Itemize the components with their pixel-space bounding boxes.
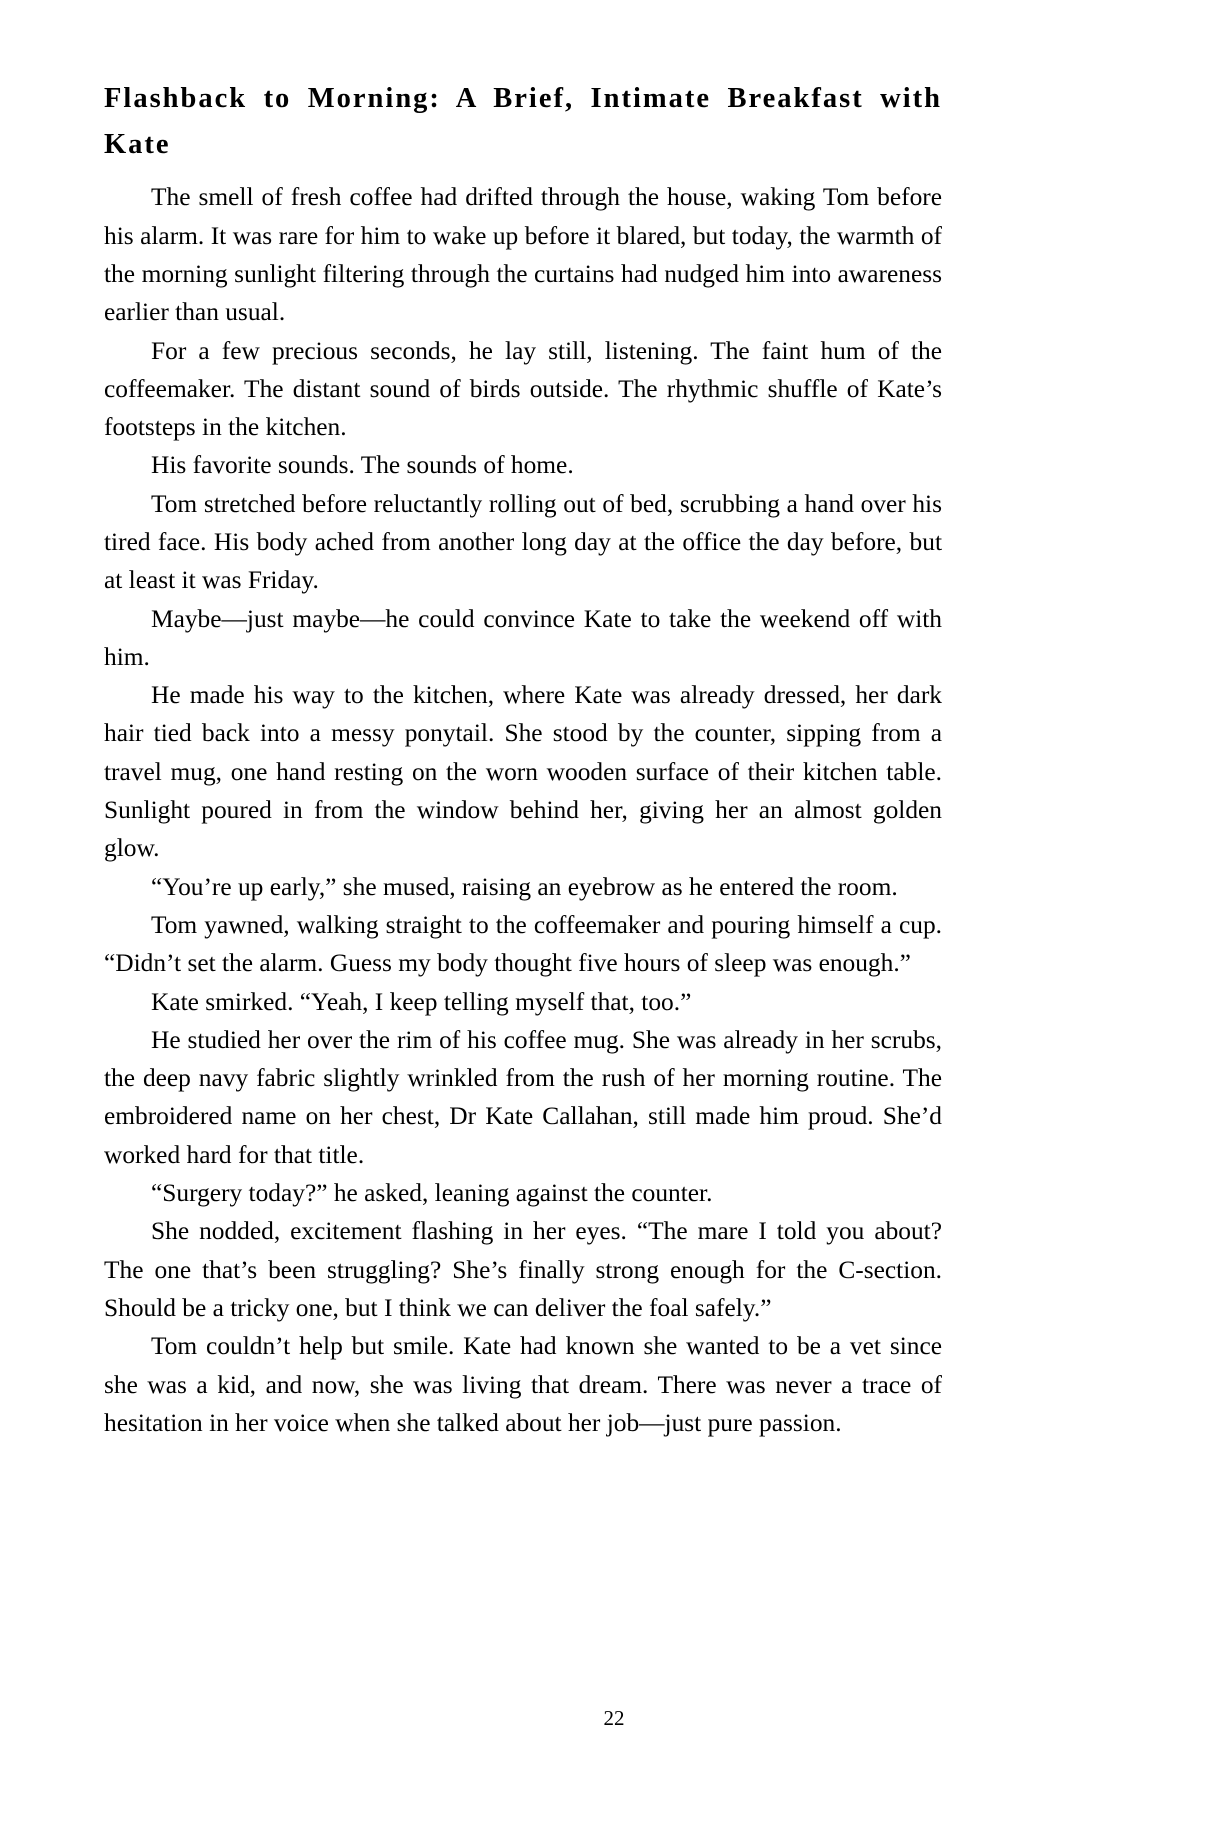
paragraph: She nodded, excitement flashing in her eyes. “The mare I told you about? The one that’s been struggling? She’s finally strong enough for the C-section. Should be a tricky one, but I think we can deliver the foal safely.”: [104, 1217, 942, 1322]
paragraph: For a few precious seconds, he lay still, listening. The faint hum of the coffeemaker. The distant sound of birds outside. The rhythmic shuffle of Kate’s footsteps in the kitchen.: [104, 336, 942, 442]
paragraph: The smell of fresh coffee had drifted through the house, waking Tom before his alarm. It was rare for him to wake up before it blared, but today, the warmth of the morning sunlight filtering through the curtains had nudged him into awareness earlier than usual.: [104, 183, 942, 327]
body-text: [104, 178, 942, 1442]
paragraph: His favorite sounds. The sounds of home.: [151, 451, 574, 480]
paragraph: He studied her over the rim of his coffee mug. She was already in her scrubs, the deep navy fabric slightly wrinkled from the rush of her morning routine. The embroidered name on her chest, Dr Kate Callahan, still made him proud. She’d worked hard for that title.: [104, 1025, 942, 1169]
paragraph: Tom stretched before reluctantly rolling out of bed, scrubbing a hand over his tired face. His body ached from another long day at the office the day before, but at least it was Friday.: [104, 489, 942, 595]
paragraph: “You’re up early,” she mused, raising an eyebrow as he entered the room.: [151, 872, 898, 901]
page-number: 22: [603, 1706, 625, 1730]
paragraph: Maybe—just maybe—he could convince Kate to take the weekend off with him.: [104, 604, 942, 671]
paragraph: Tom couldn’t help but smile. Kate had known she wanted to be a vet since she was a kid, and now, she was living that dream. There was never a trace of hesitation in her voice when she talked about her job—just pure passion.: [104, 1332, 942, 1437]
page-content: [104, 76, 942, 1442]
paragraph: “Surgery today?” he asked, leaning against the counter.: [151, 1179, 713, 1208]
paragraph: He made his way to the kitchen, where Kate was already dressed, her dark hair tied back into a messy ponytail. She stood by the counter, sipping from a travel mug, one hand resting on the worn wooden surface of their kitchen table. Sunlight poured in from the window behind her, giving her an almost golden glow.: [104, 681, 942, 863]
paragraph: Tom yawned, walking straight to the coffeemaker and pouring himself a cup. “Didn’t set the alarm. Guess my body thought five hours of sleep was enough.”: [104, 910, 942, 978]
chapter-heading: Flashback to Morning: A Brief, Intimate Breakfast with Kate: [104, 83, 942, 161]
paragraph: Kate smirked. “Yeah, I keep telling myself that, too.”: [151, 987, 692, 1016]
